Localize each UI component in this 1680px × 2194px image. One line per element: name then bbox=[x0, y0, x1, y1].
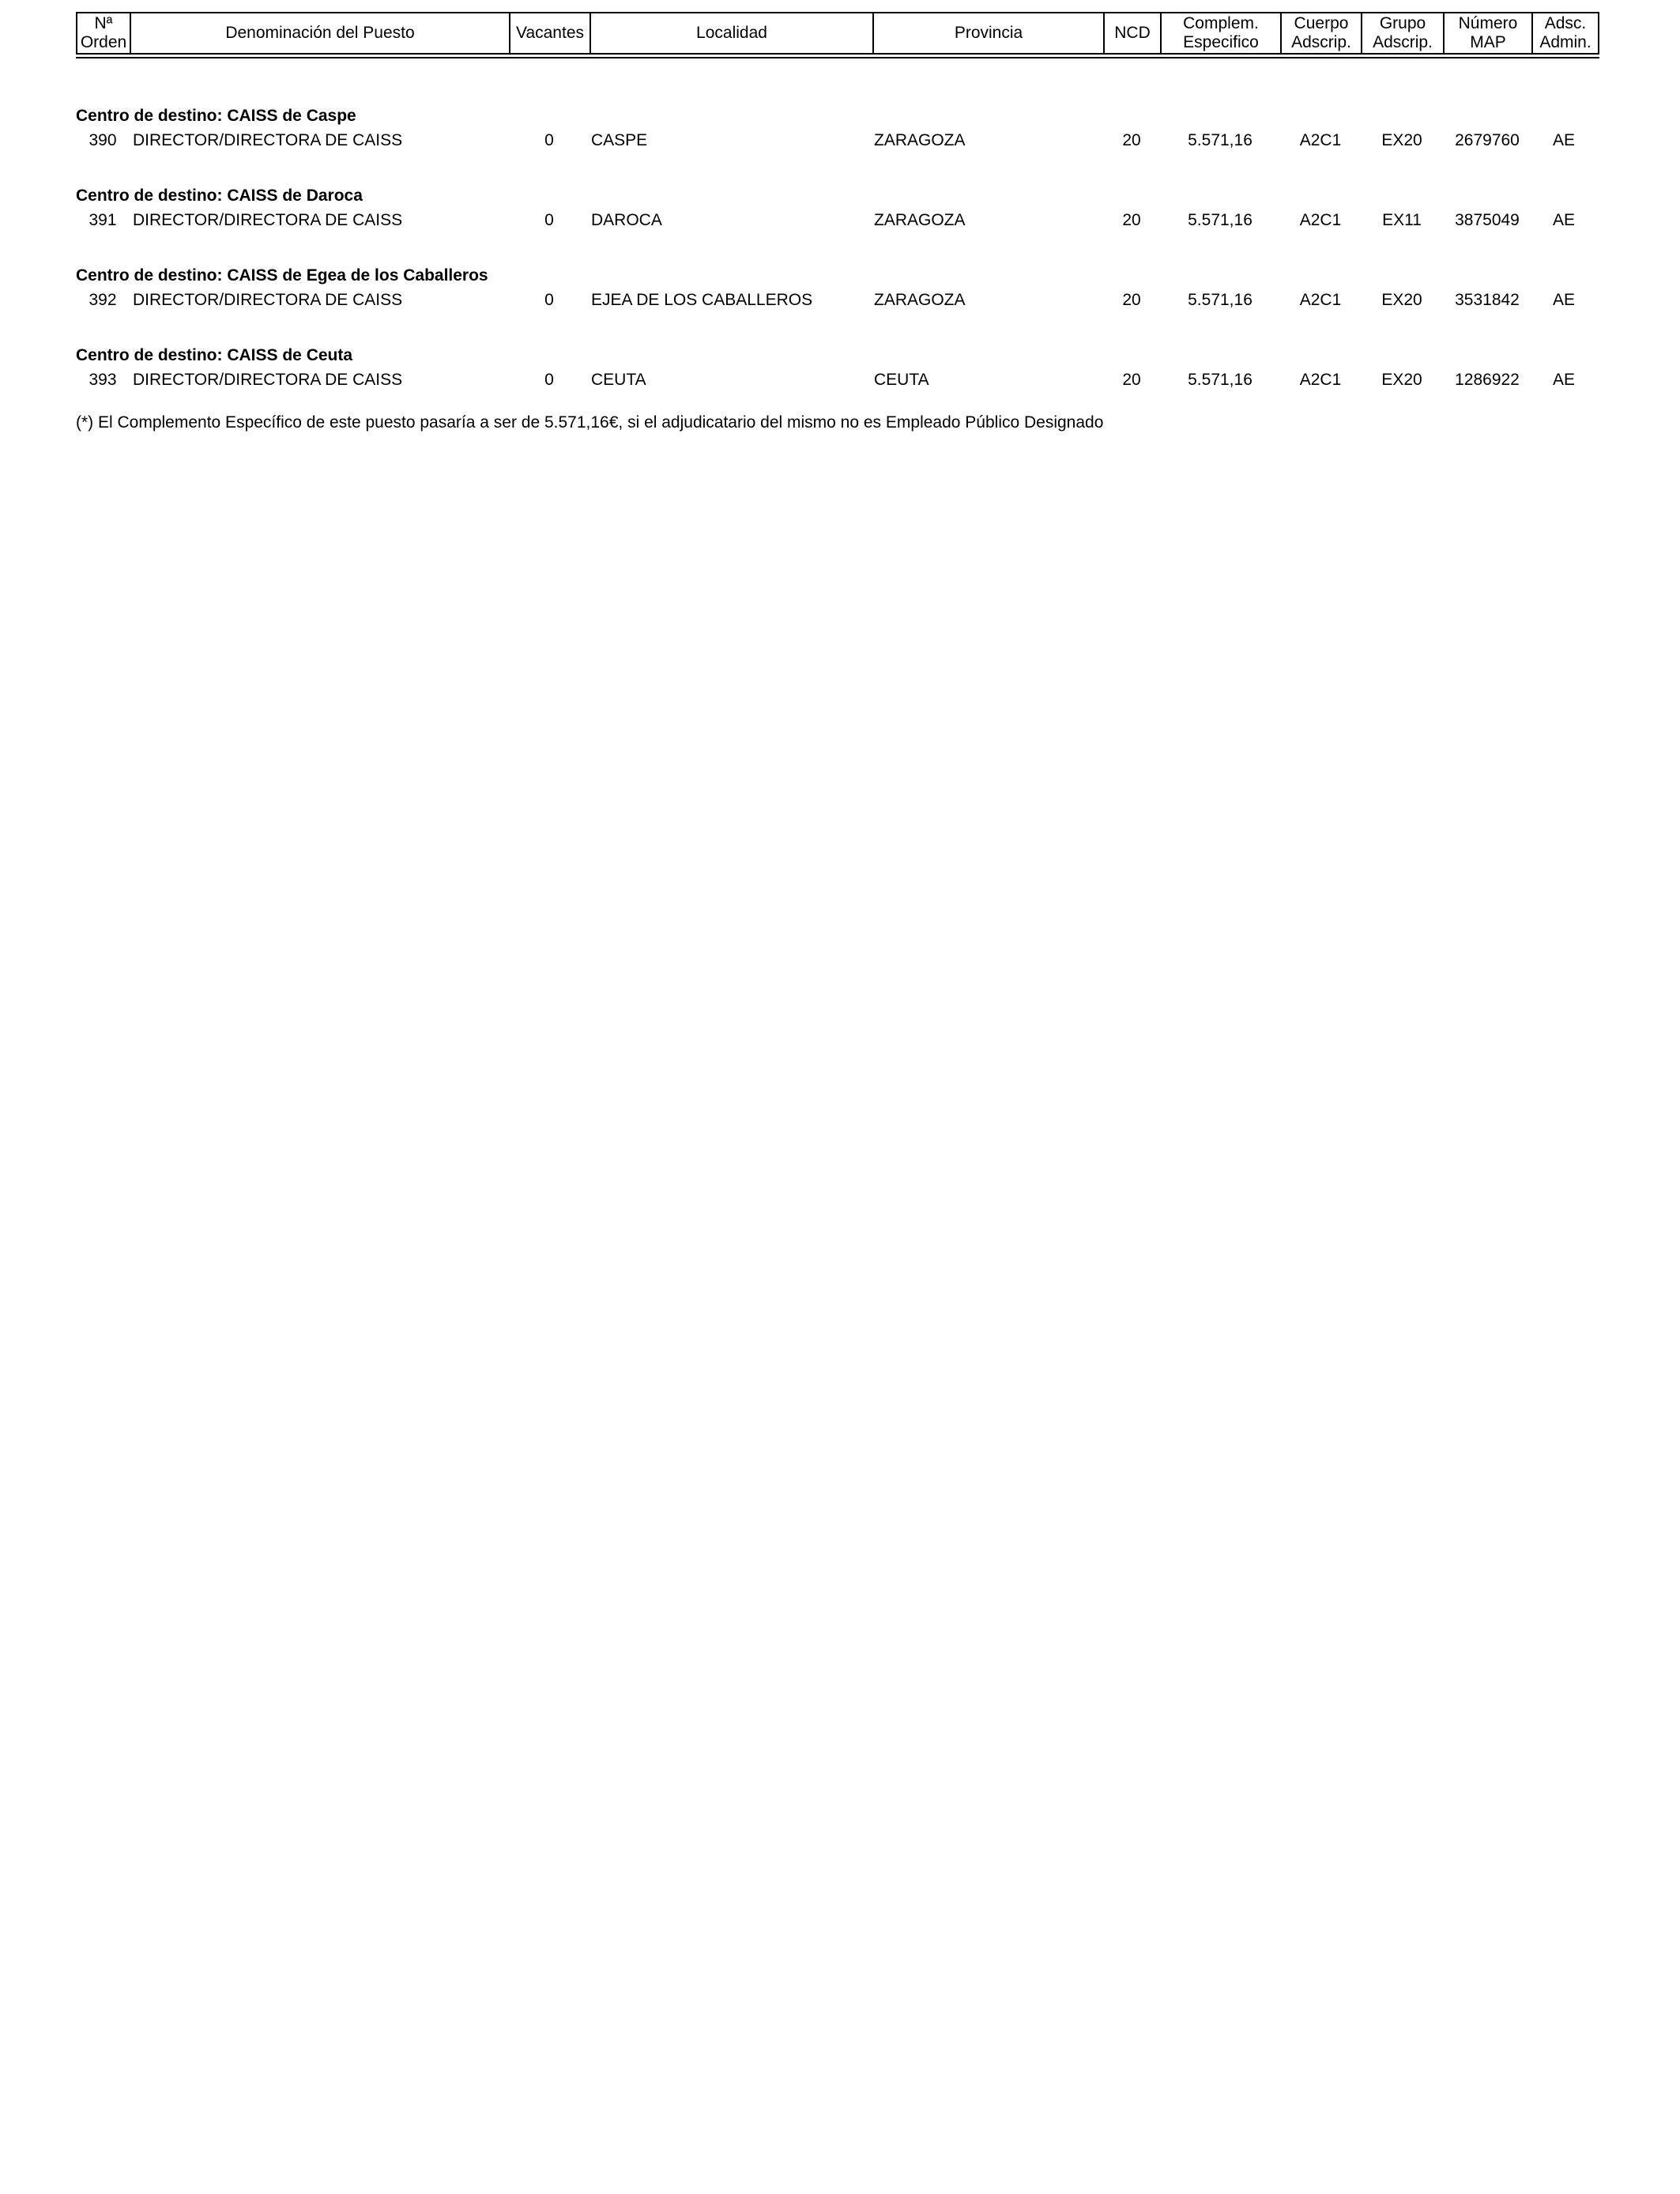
cell-vacantes: 0 bbox=[544, 291, 554, 309]
col-header-cuerpo-line2: Adscrip. bbox=[1291, 33, 1351, 51]
cell-numero-map: 3875049 bbox=[1455, 211, 1520, 229]
cell-grupo: EX11 bbox=[1382, 211, 1422, 229]
col-header-orden-line1: Nª bbox=[94, 14, 113, 32]
document-content bbox=[76, 12, 1599, 433]
cell-ncd: 20 bbox=[1122, 371, 1141, 389]
cell-localidad: EJEA DE LOS CABALLEROS bbox=[591, 291, 813, 309]
section-heading: Centro de destino: CAISS de Caspe bbox=[76, 107, 356, 125]
col-header-cuerpo bbox=[1282, 13, 1362, 53]
section-caiss-ceuta bbox=[76, 345, 1599, 390]
section-caiss-caspe bbox=[76, 106, 1599, 151]
cell-vacantes: 0 bbox=[544, 211, 554, 229]
cell-provincia: ZARAGOZA bbox=[874, 131, 966, 149]
cell-adsc: AE bbox=[1552, 211, 1575, 229]
col-header-provincia bbox=[874, 13, 1105, 53]
cell-denominacion: DIRECTOR/DIRECTORA DE CAISS bbox=[133, 371, 403, 389]
cell-orden: 390 bbox=[89, 131, 117, 149]
col-header-grupo-line1: Grupo bbox=[1379, 14, 1426, 32]
section-heading: Centro de destino: CAISS de Daroca bbox=[76, 187, 363, 205]
cell-orden: 391 bbox=[89, 211, 117, 229]
col-header-orden bbox=[77, 13, 131, 53]
section-caiss-daroca bbox=[76, 186, 1599, 231]
col-header-localidad-line1: Localidad bbox=[696, 24, 767, 42]
col-header-ncd-line1: NCD bbox=[1114, 24, 1151, 42]
cell-orden: 392 bbox=[89, 291, 117, 309]
cell-cuerpo: A2C1 bbox=[1299, 131, 1342, 149]
col-header-cuerpo-line1: Cuerpo bbox=[1294, 14, 1349, 32]
cell-provincia: CEUTA bbox=[874, 371, 929, 389]
col-header-vacantes bbox=[510, 13, 591, 53]
col-header-complem-line2: Especifico bbox=[1183, 33, 1259, 51]
cell-denominacion: DIRECTOR/DIRECTORA DE CAISS bbox=[133, 131, 403, 149]
cell-ncd: 20 bbox=[1122, 211, 1141, 229]
col-header-ncd bbox=[1105, 13, 1162, 53]
cell-numero-map: 1286922 bbox=[1455, 371, 1520, 389]
cell-provincia: ZARAGOZA bbox=[874, 211, 966, 229]
col-header-vacantes-line1: Vacantes bbox=[516, 24, 584, 42]
cell-ncd: 20 bbox=[1122, 131, 1141, 149]
cell-provincia: ZARAGOZA bbox=[874, 291, 966, 309]
footnote: (*) El Complemento Específico de este puesto pasaría a ser de 5.571,16€, si el adjudicatario del mismo no es Empleado Público Designado bbox=[76, 413, 1104, 432]
col-header-grupo bbox=[1362, 13, 1445, 53]
table-row bbox=[76, 290, 1599, 311]
table-row bbox=[76, 370, 1599, 390]
cell-grupo: EX20 bbox=[1381, 291, 1422, 309]
table-header bbox=[76, 12, 1599, 55]
header-underline-rule bbox=[76, 57, 1599, 58]
cell-cuerpo: A2C1 bbox=[1299, 291, 1342, 309]
cell-vacantes: 0 bbox=[544, 131, 554, 149]
col-header-orden-line2: Orden bbox=[80, 33, 127, 51]
col-header-numero-map-line1: Número bbox=[1458, 14, 1518, 32]
cell-complem: 5.571,16 bbox=[1188, 291, 1252, 309]
cell-cuerpo: A2C1 bbox=[1299, 371, 1342, 389]
cell-adsc: AE bbox=[1552, 131, 1575, 149]
cell-complem: 5.571,16 bbox=[1188, 131, 1252, 149]
col-header-denominacion bbox=[131, 13, 510, 53]
cell-orden: 393 bbox=[89, 371, 117, 389]
cell-adsc: AE bbox=[1552, 291, 1575, 309]
col-header-complem bbox=[1162, 13, 1282, 53]
cell-localidad: CEUTA bbox=[591, 371, 646, 389]
section-caiss-egea bbox=[76, 266, 1599, 311]
col-header-adsc-line2: Admin. bbox=[1539, 33, 1591, 51]
cell-numero-map: 3531842 bbox=[1455, 291, 1520, 309]
cell-denominacion: DIRECTOR/DIRECTORA DE CAISS bbox=[133, 291, 403, 309]
table-row bbox=[76, 210, 1599, 231]
cell-cuerpo: A2C1 bbox=[1299, 211, 1342, 229]
section-heading: Centro de destino: CAISS de Ceuta bbox=[76, 346, 353, 364]
cell-complem: 5.571,16 bbox=[1188, 211, 1252, 229]
col-header-complem-line1: Complem. bbox=[1183, 14, 1259, 32]
col-header-numero-map bbox=[1445, 13, 1533, 53]
col-header-numero-map-line2: MAP bbox=[1470, 33, 1506, 51]
col-header-provincia-line1: Provincia bbox=[954, 24, 1023, 42]
table-row bbox=[76, 130, 1599, 151]
cell-complem: 5.571,16 bbox=[1188, 371, 1252, 389]
cell-denominacion: DIRECTOR/DIRECTORA DE CAISS bbox=[133, 211, 403, 229]
cell-ncd: 20 bbox=[1122, 291, 1141, 309]
col-header-grupo-line2: Adscrip. bbox=[1373, 33, 1433, 51]
cell-localidad: CASPE bbox=[591, 131, 648, 149]
section-heading: Centro de destino: CAISS de Egea de los Caballeros bbox=[76, 266, 488, 285]
cell-adsc: AE bbox=[1552, 371, 1575, 389]
col-header-denominacion-line1: Denominación del Puesto bbox=[225, 24, 415, 42]
cell-grupo: EX20 bbox=[1381, 371, 1422, 389]
col-header-localidad bbox=[591, 13, 874, 53]
col-header-adsc bbox=[1533, 13, 1598, 53]
col-header-adsc-line1: Adsc. bbox=[1544, 14, 1587, 32]
cell-localidad: DAROCA bbox=[591, 211, 662, 229]
cell-numero-map: 2679760 bbox=[1455, 131, 1520, 149]
cell-grupo: EX20 bbox=[1381, 131, 1422, 149]
cell-vacantes: 0 bbox=[544, 371, 554, 389]
